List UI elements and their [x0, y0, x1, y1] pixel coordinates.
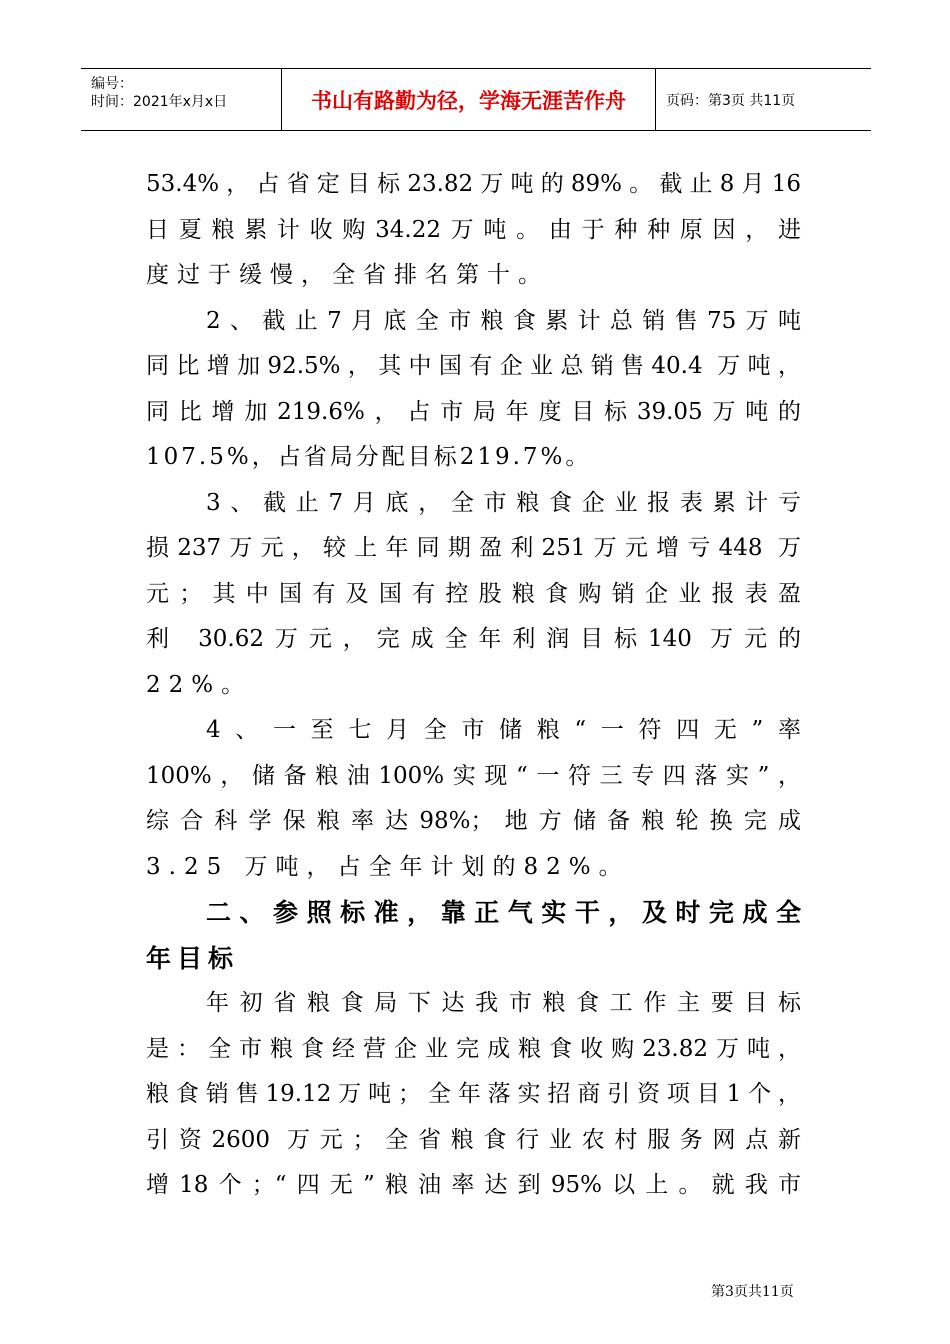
text-line: 日夏粮累计收购34.22万吨。由于种种原因，进: [146, 216, 801, 243]
text-line: 损237万元，较上年同期盈利251万元增亏448 万: [146, 535, 801, 561]
date-label: 时间：2021年x月x日: [91, 94, 228, 110]
text-line: 元；其中国有及国有控股粮食购销企业报表盈: [146, 580, 801, 607]
header-motto: 书山有路勤为径，学海无涯苦作舟: [282, 69, 656, 130]
text-line: 22%。: [146, 671, 253, 698]
text-line: 综合科学保粮率达98%；地方储备粮轮换完成: [146, 808, 801, 834]
text-line: 2、截止7月底全市粮食累计总销售75万吨: [206, 307, 801, 334]
text-line: 度过于缓慢，全省排名第十。: [146, 262, 549, 288]
text-line: 3.25 万吨，占全年计划的82%。: [146, 853, 630, 880]
text-line: 年初省粮食局下达我市粮食工作主要目标: [206, 990, 801, 1016]
text-line: 利 30.62万元，完成全年利润目标140 万元的: [146, 626, 801, 652]
text-line: 107.5%，占省局分配目标219.7%。: [146, 444, 592, 470]
header-page-info: 页码：第3页 共11页: [666, 92, 796, 109]
text-line: 粮食销售19.12万吨；全年落实招商引资项目1个，: [146, 1081, 801, 1107]
text-line: 3、截止7月底，全市粮食企业报表累计亏: [206, 489, 801, 516]
text-line: 同比增加219.6%，占市局年度目标39.05万吨的: [146, 398, 801, 425]
text-line: 4、一至七月全市储粮“一符四无”率: [206, 717, 801, 743]
text-line: 100%，储备粮油100%实现“一符三专四落实”，: [146, 762, 801, 789]
text-line: 53.4%，占省定目标23.82万吨的89%。截止8月16: [146, 171, 801, 197]
section-heading-cont: 年目标: [146, 943, 240, 973]
header-meta-cell: [81, 69, 282, 130]
text-line: 同比增加92.5%，其中国有企业总销售40.4 万吨，: [146, 353, 801, 379]
page-footer: 第3页共11页: [711, 1284, 794, 1300]
number-label: 编号：: [91, 76, 133, 92]
document-header: [81, 68, 871, 131]
text-line: 是：全市粮食经营企业完成粮食收购23.82万吨，: [146, 1035, 801, 1062]
document-body: [146, 162, 801, 1209]
section-heading: 二、参照标准，靠正气实干，及时完成全: [206, 898, 801, 927]
text-line: 增18个；“四无”粮油率达到95%以上。就我市: [146, 1172, 801, 1198]
text-line: 引资2600 万元；全省粮食行业农村服务网点新: [146, 1126, 801, 1153]
